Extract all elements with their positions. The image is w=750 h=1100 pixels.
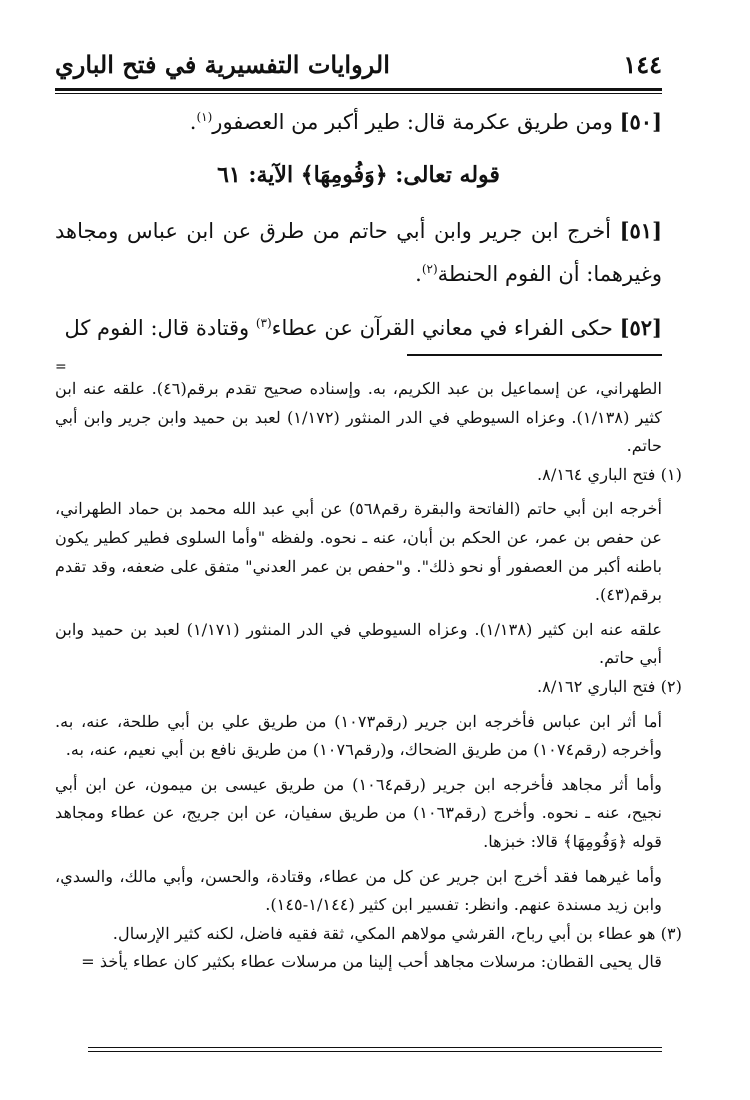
footnote-2-heading: (٢) فتح الباري ٨/١٦٢. (537, 676, 682, 696)
footnote-3-heading: (٣) هو عطاء بن أبي رباح، القرشي مولاهم المكي، ثقة فقيه فاضل، لكنه كثير الإرسال. (112, 923, 682, 943)
footnote-2-para-3: وأما غيرهما فقد أخرج ابن جرير عن كل من عطاء، وقتادة، والحسن، وأبي مالك، والسدي، وابن زيد مسندة عنهم. وانظر: تفسير ابن كثير (١/١٤٤-١٤٥). (55, 866, 662, 915)
paragraph-text: ومن طريق عكرمة قال: طير أكبر من العصفور (212, 110, 613, 134)
footnote-1-heading: (١) فتح الباري ٨/١٦٤. (537, 464, 682, 484)
footnote-ref: (٢) (421, 262, 438, 276)
page-number: ١٤٤ (623, 50, 662, 79)
continuation-mark: = (55, 359, 67, 375)
item-number: [٥٠] (619, 109, 662, 134)
paragraph-51: [٥١] أخرج ابن جرير وابن أبي حاتم من طرق عن ابن عباس ومجاهد وغيرهما: أن الفوم الحنطة$^{(٢)}$. (55, 218, 663, 286)
section-heading: قوله تعالى: ﴿وَفُومِهَا﴾ الآية: ٦١ (217, 162, 500, 188)
footnote-ref: (١) (196, 110, 213, 124)
footnote-1-para-1: أخرجه ابن أبي حاتم (الفاتحة والبقرة رقم٥٦٨) عن أبي عبد الله محمد بن حماد الطهراني، عن حفص بن عمر، عن الحكم بن أبان، عنه ـ نحوه. ولفظه "وأما السلوى فطير كطير يكون باطنه أكبر من العصفور أو نحو ذلك". و"حفص بن عمر العدني" متفق على ضعفه، وقد تقدم برقم(٤٣). (55, 499, 663, 605)
item-number: [٥٢] (619, 315, 662, 340)
footnote-continuation: الطهراني، عن إسماعيل بن عبد الكريم، به. وإسناده صحيح تقدم برقم(٤٦). علقه عنه ابن كثير (١/١٣٨). وعزاه السيوطي في الدر المنثور (١/١٧٢) لعبد بن حميد وابن جرير وابن أبي حاتم. (55, 379, 662, 456)
paragraph-text-cont: وقتادة قال: الفوم كل (64, 316, 256, 340)
running-title: الروايات التفسيرية في فتح الباري (55, 50, 390, 79)
footnote-2-para-2: وأما أثر مجاهد فأخرجه ابن جرير (رقم١٠٦٤) من طريق عيسى بن ميمون، عن ابن أبي نجيح، عنه ـ نحوه. وأخرج (رقم١٠٦٣) من طريق سفيان، عن ابن جريج، عن عطاء ومجاهد قوله ﴿وَفُومِهَا﴾ قالا: خبزها. (55, 774, 662, 851)
footnote-separator (407, 354, 662, 356)
continuation-mark-end: = (81, 952, 95, 972)
paragraph-50: [٥٠] ومن طريق عكرمة قال: طير أكبر من العصفور$^{(١)}$. (189, 109, 662, 134)
footnotes (55, 375, 682, 977)
footnote-2-para-1: أما أثر ابن عباس فأخرجه ابن جرير (رقم١٠٧٣) من طريق علي بن أبي طلحة، عنه، به. وأخرجه (رقم١٠٧٤) من طريق الضحاك، و(رقم١٠٧٦) من طريق نافع بن أبي نعيم، عنه، به. (55, 711, 662, 760)
item-number: [٥١] (619, 218, 663, 243)
main-text (55, 100, 662, 360)
footnote-1-para-2: علقه عنه ابن كثير (١/١٣٨). وعزاه السيوطي في الدر المنثور (١/١٧١) لعبد بن حميد وابن أبي حاتم. (55, 619, 662, 668)
page-header (55, 48, 662, 88)
paragraph-text: حكى الفراء في معاني القرآن عن عطاء (271, 316, 613, 340)
bottom-rule-2 (88, 1051, 662, 1052)
paragraph-text: أخرج ابن جرير وابن أبي حاتم من طرق عن ابن عباس ومجاهد وغيرهما: أن الفوم الحنطة (55, 219, 662, 286)
header-rule-thin (55, 93, 662, 94)
paragraph-52 (55, 306, 662, 350)
footnote-3-para-1: قال يحيى القطان: مرسلات مجاهد أحب إلينا من مرسلات عطاء بكثير كان عطاء يأخذ = (81, 952, 662, 972)
bottom-rule (88, 1047, 662, 1048)
header-rule (55, 88, 662, 91)
footnote-ref: (٣) (255, 316, 272, 330)
